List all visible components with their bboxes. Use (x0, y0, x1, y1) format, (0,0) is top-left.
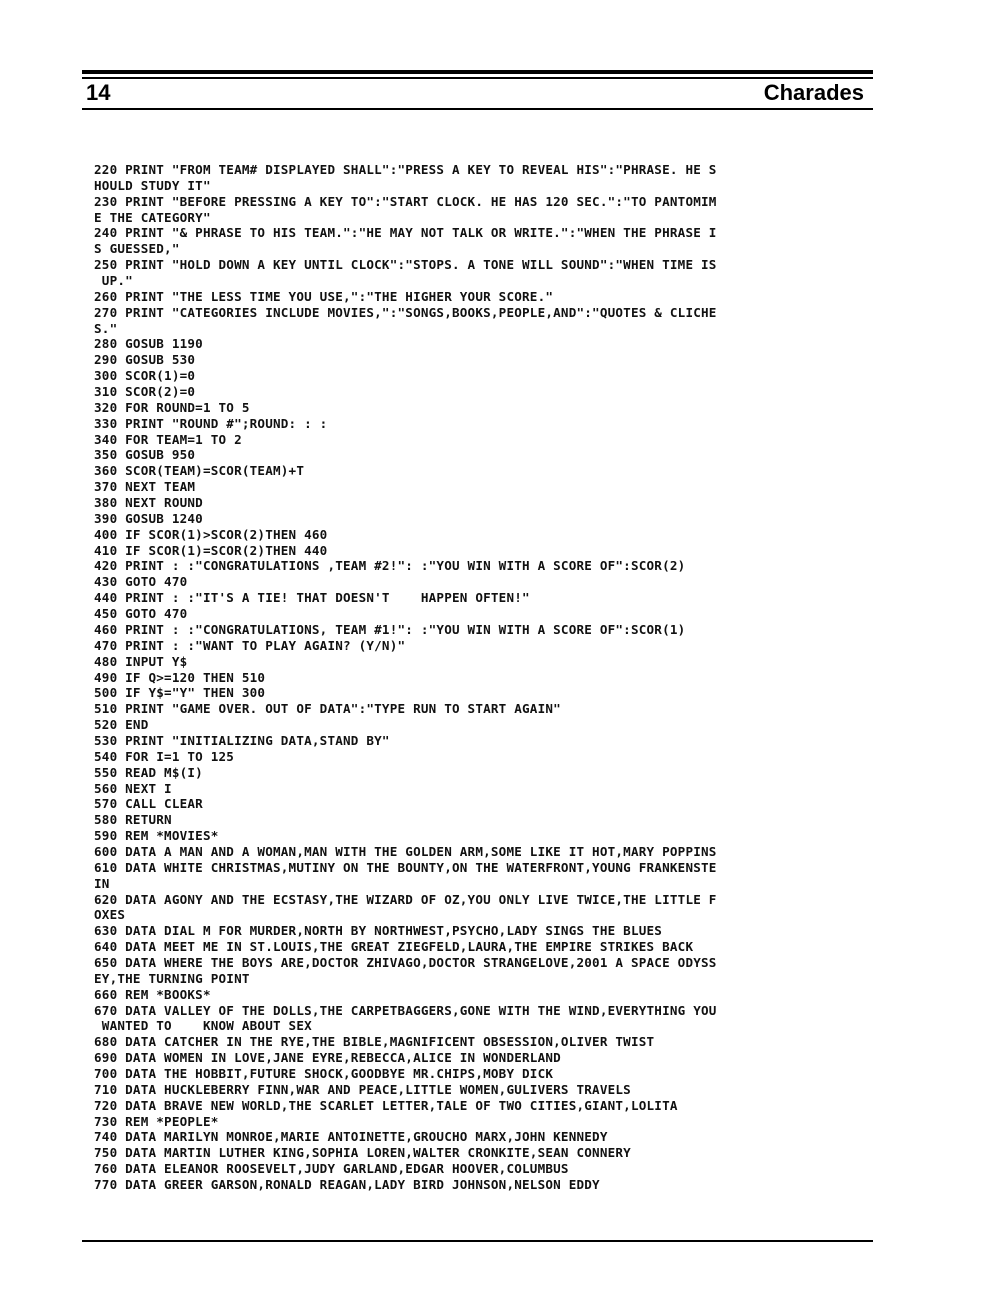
code-line: 650 DATA WHERE THE BOYS ARE,DOCTOR ZHIVAGO,DOCTOR STRANGELOVE,2001 A SPACE ODYSS (94, 954, 717, 970)
code-line: 360 SCOR(TEAM)=SCOR(TEAM)+T (94, 463, 305, 479)
code-line: 300 SCOR(1)=0 (94, 368, 196, 384)
code-line: 510 PRINT "GAME OVER. OUT OF DATA":"TYPE RUN TO START AGAIN" (94, 701, 561, 717)
code-line: 260 PRINT "THE LESS TIME YOU USE,":"THE HIGHER YOUR SCORE." (94, 288, 554, 304)
code-line: 340 FOR TEAM=1 TO 2 (94, 431, 242, 447)
code-line: 460 PRINT : :"CONGRATULATIONS, TEAM #1!": :"YOU WIN WITH A SCORE OF":SCOR(1) (94, 621, 686, 637)
code-line: 490 IF Q>=120 THEN 510 (94, 669, 266, 685)
code-line: UP." (94, 273, 133, 289)
code-line: 600 DATA A MAN AND A WOMAN,MAN WITH THE GOLDEN ARM,SOME LIKE IT HOT,MARY POPPINS (94, 843, 717, 859)
code-line: 390 GOSUB 1240 (94, 510, 203, 526)
header-rule (82, 108, 873, 110)
code-line: 310 SCOR(2)=0 (94, 384, 196, 400)
page-header (86, 80, 864, 110)
code-line: 770 DATA GREER GARSON,RONALD REAGAN,LADY BIRD JOHNSON,NELSON EDDY (94, 1177, 600, 1192)
code-line: WANTED TO KNOW ABOUT SEX (94, 1018, 312, 1034)
code-line: 750 DATA MARTIN LUTHER KING,SOPHIA LOREN,WALTER CRONKITE,SEAN CONNERY (94, 1145, 631, 1161)
code-line: 590 REM *MOVIES* (94, 828, 219, 844)
code-line: 440 PRINT : :"IT'S A TIE! THAT DOESN'T HAPPEN OFTEN!" (94, 590, 530, 606)
code-line: 280 GOSUB 1190 (94, 336, 203, 352)
code-line: 610 DATA WHITE CHRISTMAS,MUTINY ON THE BOUNTY,ON THE WATERFRONT,YOUNG FRANKENSTE (94, 859, 717, 875)
code-line: 270 PRINT "CATEGORIES INCLUDE MOVIES,":"SONGS,BOOKS,PEOPLE,AND":"QUOTES & CLICHE (94, 304, 717, 320)
code-line: 680 DATA CATCHER IN THE RYE,THE BIBLE,MAGNIFICENT OBSESSION,OLIVER TWIST (94, 1034, 655, 1050)
page-number: 14 (86, 80, 111, 105)
code-line: 560 NEXT I (94, 780, 172, 796)
code-line: 320 FOR ROUND=1 TO 5 (94, 399, 250, 415)
code-line: S GUESSED," (94, 241, 180, 257)
code-line: 450 GOTO 470 (94, 606, 188, 622)
code-line: 380 NEXT ROUND (94, 495, 203, 511)
code-line: 230 PRINT "BEFORE PRESSING A KEY TO":"START CLOCK. HE HAS 120 SEC.":"TO PANTOMIM (94, 193, 717, 209)
code-line: 730 REM *PEOPLE* (94, 1113, 219, 1129)
code-line: 250 PRINT "HOLD DOWN A KEY UNTIL CLOCK":"STOPS. A TONE WILL SOUND":"WHEN TIME IS (94, 257, 717, 273)
code-line: 540 FOR I=1 TO 125 (94, 748, 235, 764)
bottom-rule (82, 1240, 873, 1242)
code-line: 470 PRINT : :"WANT TO PLAY AGAIN? (Y/N)" (94, 637, 406, 653)
code-line: 530 PRINT "INITIALIZING DATA,STAND BY" (94, 732, 390, 748)
code-line: 420 PRINT : :"CONGRATULATIONS ,TEAM #2!": :"YOU WIN WITH A SCORE OF":SCOR(2) (94, 558, 686, 574)
top-rule-thick (82, 70, 873, 74)
code-line: E THE CATEGORY" (94, 209, 211, 225)
code-line: 410 IF SCOR(1)=SCOR(2)THEN 440 (94, 542, 328, 558)
code-line: 580 RETURN (94, 812, 172, 828)
code-line: S." (94, 320, 118, 336)
code-line: 370 NEXT TEAM (94, 479, 196, 495)
code-line: 330 PRINT "ROUND #";ROUND: : : (94, 415, 328, 431)
chapter-title: Charades (763, 80, 864, 105)
code-line: HOULD STUDY IT" (94, 177, 211, 193)
code-line: 760 DATA ELEANOR ROOSEVELT,JUDY GARLAND,EDGAR HOOVER,COLUMBUS (94, 1161, 569, 1177)
code-line: 690 DATA WOMEN IN LOVE,JANE EYRE,REBECCA,ALICE IN WONDERLAND (94, 1050, 561, 1066)
code-line: EY,THE TURNING POINT (94, 970, 250, 986)
code-line: OXES (94, 907, 126, 923)
code-line: 500 IF Y$="Y" THEN 300 (94, 685, 266, 701)
code-line: 400 IF SCOR(1)>SCOR(2)THEN 460 (94, 526, 328, 542)
code-line: 480 INPUT Y$ (94, 653, 188, 669)
top-rule-thin (82, 77, 873, 79)
code-line: 350 GOSUB 950 (94, 447, 196, 463)
code-line: 660 REM *BOOKS* (94, 986, 211, 1002)
code-line: 290 GOSUB 530 (94, 352, 196, 368)
code-line: 520 END (94, 717, 149, 733)
code-line: 550 READ M$(I) (94, 764, 203, 780)
code-line: 700 DATA THE HOBBIT,FUTURE SHOCK,GOODBYE MR.CHIPS,MOBY DICK (94, 1065, 554, 1081)
code-line: 740 DATA MARILYN MONROE,MARIE ANTOINETTE,GROUCHO MARX,JOHN KENNEDY (94, 1129, 608, 1145)
code-line: IN (94, 875, 110, 891)
code-line: 620 DATA AGONY AND THE ECSTASY,THE WIZARD OF OZ,YOU ONLY LIVE TWICE,THE LITTLE F (94, 891, 717, 907)
code-line: 640 DATA MEET ME IN ST.LOUIS,THE GREAT ZIEGFELD,LAURA,THE EMPIRE STRIKES BACK (94, 939, 694, 955)
code-line: 570 CALL CLEAR (94, 796, 203, 812)
code-line: 670 DATA VALLEY OF THE DOLLS,THE CARPETBAGGERS,GONE WITH THE WIND,EVERYTHING YOU (94, 1002, 717, 1018)
code-line: 720 DATA BRAVE NEW WORLD,THE SCARLET LETTER,TALE OF TWO CITIES,GIANT,LOLITA (94, 1097, 678, 1113)
code-line: 430 GOTO 470 (94, 574, 188, 590)
code-line: 220 PRINT "FROM TEAM# DISPLAYED SHALL":"PRESS A KEY TO REVEAL HIS":"PHRASE. HE S (94, 162, 717, 177)
code-line: 710 DATA HUCKLEBERRY FINN,WAR AND PEACE,LITTLE WOMEN,GULIVERS TRAVELS (94, 1081, 631, 1097)
code-line: 240 PRINT "& PHRASE TO HIS TEAM.":"HE MAY NOT TALK OR WRITE.":"WHEN THE PHRASE I (94, 225, 717, 241)
code-listing (94, 162, 874, 1193)
code-line: 630 DATA DIAL M FOR MURDER,NORTH BY NORTHWEST,PSYCHO,LADY SINGS THE BLUES (94, 923, 663, 939)
